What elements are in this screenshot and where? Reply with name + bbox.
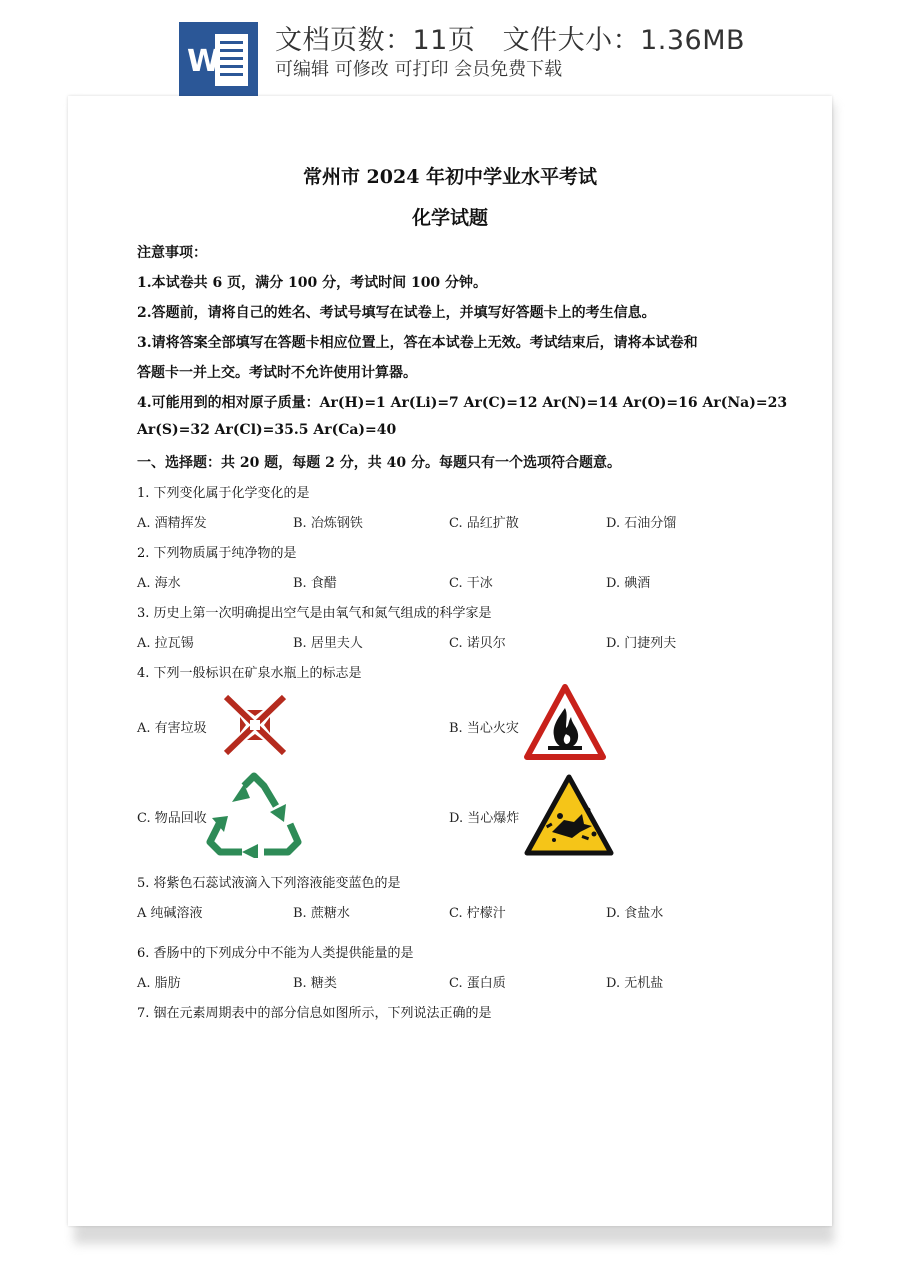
- option: B. 冶炼钢铁: [293, 516, 363, 531]
- explosion-warning-icon: [524, 774, 614, 856]
- question-stem: 6. 香肠中的下列成分中不能为人类提供能量的是: [137, 946, 414, 961]
- question-stem: 4. 下列一般标识在矿泉水瓶上的标志是: [137, 666, 362, 681]
- download-banner: [0, 0, 900, 100]
- option: D. 无机盐: [606, 976, 664, 991]
- question-stem: 5. 将紫色石蕊试液滴入下列溶液能变蓝色的是: [137, 876, 401, 891]
- hazardous-waste-icon: [222, 694, 288, 756]
- notice-line: 4.可能用到的相对原子质量：Ar(H)=1 Ar(Li)=7 Ar(C)=12 Ar(N)=14 Ar(O)=16 Ar(Na)=23: [137, 395, 788, 411]
- option: B. 糖类: [293, 976, 337, 991]
- question-stem: 2. 下列物质属于纯净物的是: [137, 546, 297, 561]
- option: D. 食盐水: [606, 906, 664, 921]
- option: D. 石油分馏: [606, 516, 677, 531]
- option: B. 食醋: [293, 576, 337, 591]
- question-stem: 1. 下列变化属于化学变化的是: [137, 486, 310, 501]
- section-heading: 一、选择题：共 20 题，每题 2 分，共 40 分。每题只有一个选项符合题意。: [137, 455, 621, 471]
- recycle-icon: [206, 772, 302, 858]
- option: A. 海水: [137, 576, 181, 591]
- option: C. 柠檬汁: [449, 906, 506, 921]
- exam-subtitle: 化学试题: [411, 207, 488, 229]
- fire-warning-icon: [524, 684, 606, 760]
- option: C. 物品回收: [137, 811, 207, 826]
- document-stats: 文档页数：11页 文件大小：1.36MB: [275, 25, 746, 56]
- option: B. 当心火灾: [449, 721, 519, 736]
- notice-line: 答题卡一并上交。考试时不允许使用计算器。: [137, 365, 417, 381]
- option: D. 门捷列夫: [606, 636, 677, 651]
- option: C. 品红扩散: [449, 516, 519, 531]
- document-page: [68, 96, 832, 1226]
- option: A. 脂肪: [137, 976, 181, 991]
- option: D. 碘酒: [606, 576, 651, 591]
- option: A. 有害垃圾: [137, 721, 207, 736]
- option: A. 酒精挥发: [137, 516, 207, 531]
- notice-line: 2.答题前，请将自己的姓名、考试号填写在试卷上，并填写好答题卡上的考生信息。: [137, 305, 656, 321]
- question-stem: 3. 历史上第一次明确提出空气是由氧气和氮气组成的科学家是: [137, 606, 492, 621]
- option: A. 拉瓦锡: [137, 636, 194, 651]
- notice-heading: 注意事项：: [137, 245, 207, 261]
- option: B. 蔗糖水: [293, 906, 350, 921]
- option: C. 诺贝尔: [449, 636, 506, 651]
- option: C. 干冰: [449, 576, 493, 591]
- option: A 纯碱溶液: [137, 906, 203, 921]
- option: D. 当心爆炸: [449, 811, 520, 826]
- option: C. 蛋白质: [449, 976, 506, 991]
- word-document-icon: [179, 22, 258, 97]
- notice-line: 1.本试卷共 6 页，满分 100 分，考试时间 100 分钟。: [137, 275, 488, 291]
- question-stem: 7. 铟在元素周期表中的部分信息如图所示，下列说法正确的是: [137, 1006, 492, 1021]
- document-features: 可编辑 可修改 可打印 会员免费下载: [275, 59, 563, 80]
- notice-line: Ar(S)=32 Ar(Cl)=35.5 Ar(Ca)=40: [137, 422, 397, 438]
- option: B. 居里夫人: [293, 636, 363, 651]
- exam-title: 常州市 2024 年初中学业水平考试: [302, 166, 598, 188]
- notice-line: 3.请将答案全部填写在答题卡相应位置上，答在本试卷上无效。考试结束后，请将本试卷和: [137, 335, 698, 351]
- word-icon-letter: W: [187, 44, 221, 79]
